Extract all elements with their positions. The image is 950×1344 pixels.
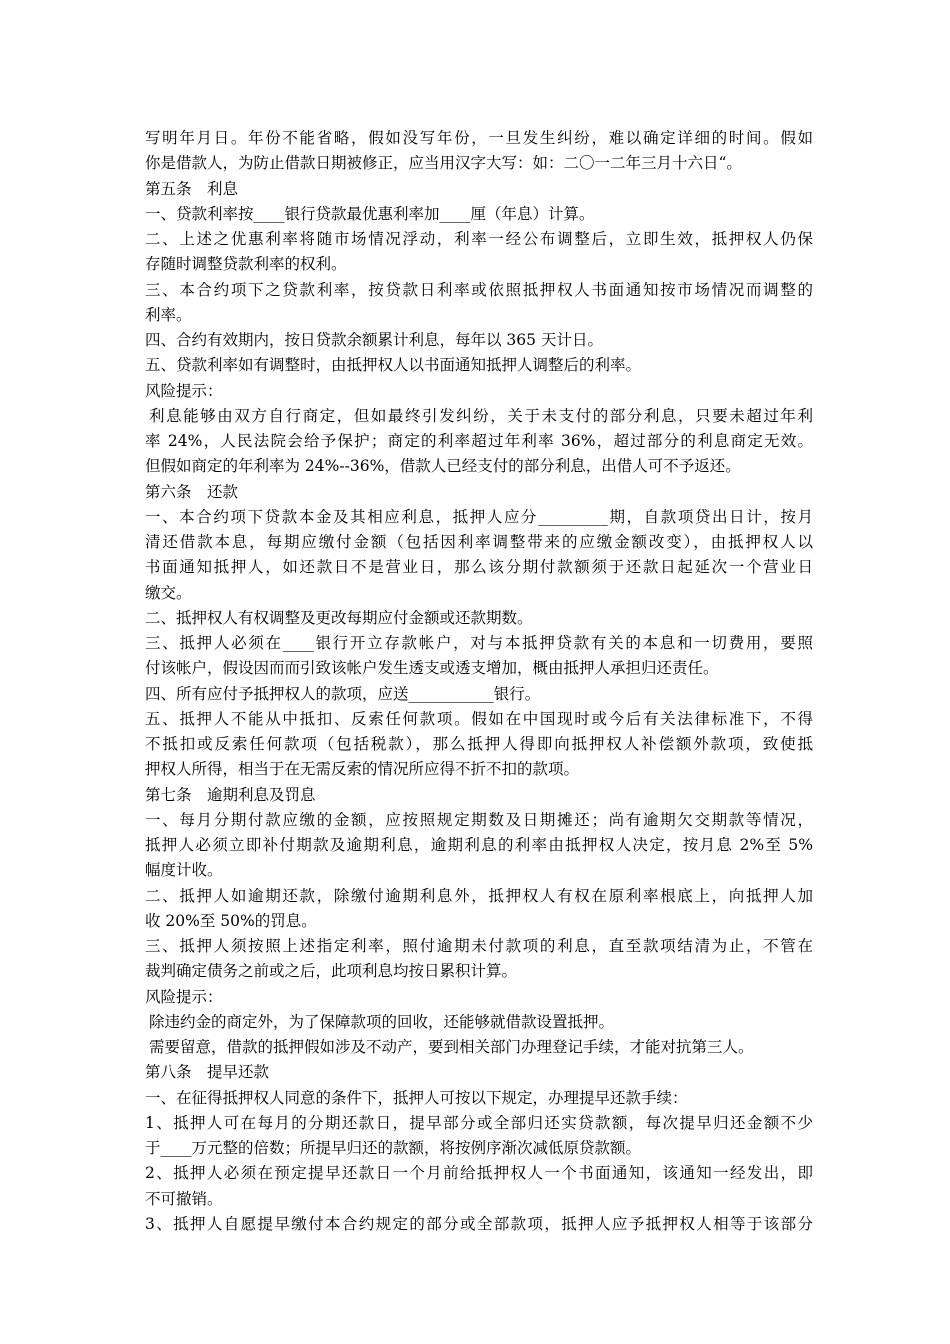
paragraph-line: 1、抵押人可在每月的分期还款日，提早部分或全部归还实贷款额，每次提早归还金额不少 <box>145 1113 813 1132</box>
paragraph-line: 付该帐户，假设因而而引致该帐户发生透支或透支增加，概由抵押人承担归还责任。 <box>145 659 719 678</box>
paragraph-line: 一、贷款利率按____银行贷款最优惠利率加____厘（年息）计算。 <box>145 204 595 223</box>
paragraph-line: 3、抵押人自愿提早缴付本合约规定的部分或全部款项，抵押人应予抵押权人相等于该部分 <box>145 1214 813 1233</box>
paragraph-line: 二、抵押权人有权调整及更改每期应付金额或还款期数。 <box>145 608 533 627</box>
paragraph-line: 写明年月日。年份不能省略，假如没写年份，一旦发生纠纷，难以确定详细的时间。假如 <box>145 129 813 147</box>
paragraph-line: 二、抵押人如逾期还款，除缴付逾期利息外，抵押权人有权在原利率根底上，向抵押人加 <box>145 886 813 905</box>
paragraph-line: 一、每月分期付款应缴的金额，应按照规定期数及日期摊还；尚有逾期欠交期款等情况， <box>145 810 813 829</box>
paragraph-line: 缴交。 <box>145 583 192 602</box>
paragraph-line: 一、在征得抵押权人同意的条件下，抵押人可按以下规定，办理提早还款手续： <box>145 1088 688 1107</box>
risk-note-line: 但假如商定的年利率为 24%--36%，借款人已经支付的部分利息，出借人可不予返还。 <box>145 457 741 476</box>
paragraph-line: 清还借款本息，每期应缴付金额（包括因利率调整带来的应缴金额改变），由抵押权人以 <box>145 533 813 551</box>
paragraph-line: 幅度计收。 <box>145 861 223 880</box>
section-heading: 第五条 利息 <box>145 179 239 198</box>
paragraph-line: 三、抵押人必须在____银行开立存款帐户，对与本抵押贷款有关的本息和一切费用，要照 <box>145 634 813 652</box>
risk-note-line: 需要留意，借款的抵押假如涉及不动产，要到相关部门办理登记手续，才能对抗第三人。 <box>149 1038 754 1056</box>
risk-note-line: 利息能够由双方自行商定，但如最终引发纠纷，关于未支付的部分利息，只要未超过年利 <box>149 406 813 425</box>
paragraph-line: 存随时调整贷款利率的权利。 <box>145 255 347 274</box>
paragraph-line: 五、抵押人不能从中抵扣、反索任何款项。假如在中国现时或今后有关法律标准下，不得 <box>145 709 813 728</box>
risk-note-line: 除违约金的商定外，为了保障款项的回收，还能够就借款设置抵押。 <box>149 1012 615 1031</box>
risk-note-line: 率 24%，人民法院会给予保护；商定的利率超过年利率 36%，超过部分的利息商定无效。 <box>145 432 813 450</box>
section-heading: 第七条 逾期利息及罚息 <box>145 785 316 804</box>
document-body <box>145 126 813 1237</box>
risk-note-heading: 风险提示： <box>145 987 223 1006</box>
paragraph-line: 一、本合约项下贷款本金及其相应利息，抵押人应分_________期，自款项贷出日计，按月 <box>145 507 813 526</box>
paragraph-line: 押权人所得，相当于在无需反索的情况所应得不折不扣的款项。 <box>145 760 580 779</box>
paragraph-line: 四、合约有效期内，按日贷款余额累计利息，每年以 365 天计日。 <box>145 331 603 349</box>
paragraph-line: 抵押人必须立即补付期款及逾期利息，逾期利息的利率由抵押权人决定，按月息 2%至 5% <box>145 836 813 854</box>
paragraph-line: 五、贷款利率如有调整时，由抵押权人以书面通知抵押人调整后的利率。 <box>145 356 642 375</box>
section-heading: 第六条 还款 <box>145 482 239 501</box>
paragraph-line: 不抵扣或反索任何款项（包括税款），那么抵押人得即向抵押权人补偿额外款项，致使抵 <box>145 735 813 753</box>
paragraph-line: 于____万元整的倍数；所提早归还的款额，将按例序渐次减低原贷款额。 <box>145 1139 642 1157</box>
paragraph-line: 三、本合约项下之贷款利率，按贷款日利率或依照抵押权人书面通知按市场情况而调整的 <box>145 280 813 299</box>
paragraph-line: 不可撤销。 <box>145 1189 223 1208</box>
paragraph-line: 二、上述之优惠利率将随市场情况浮动，利率一经公布调整后，立即生效，抵押权人仍保 <box>145 230 813 248</box>
paragraph-line: 你是借款人，为防止借款日期被修正，应当用汉字大写：如：二〇一二年三月十六日“。 <box>145 154 742 173</box>
paragraph-line: 书面通知抵押人，如还款日不是营业日，那么该分期付款额须于还款日起延次一个营业日 <box>145 558 813 577</box>
paragraph-line: 利率。 <box>145 305 192 324</box>
paragraph-line: 三、抵押人须按照上述指定利率，照付逾期未付款项的利息，直至款项结清为止，不管在 <box>145 937 813 955</box>
paragraph-line: 四、所有应付予抵押权人的款项，应送___________银行。 <box>145 684 541 703</box>
section-heading: 第八条 提早还款 <box>145 1063 270 1082</box>
paragraph-line: 裁判确定债务之前或之后，此项利息均按日累积计算。 <box>145 962 518 981</box>
paragraph-line: 收 20%至 50%的罚息。 <box>145 911 317 930</box>
paragraph-line: 2、抵押人必须在预定提早还款日一个月前给抵押权人一个书面通知，该通知一经发出，即 <box>145 1164 813 1183</box>
risk-note-heading: 风险提示： <box>145 381 223 400</box>
